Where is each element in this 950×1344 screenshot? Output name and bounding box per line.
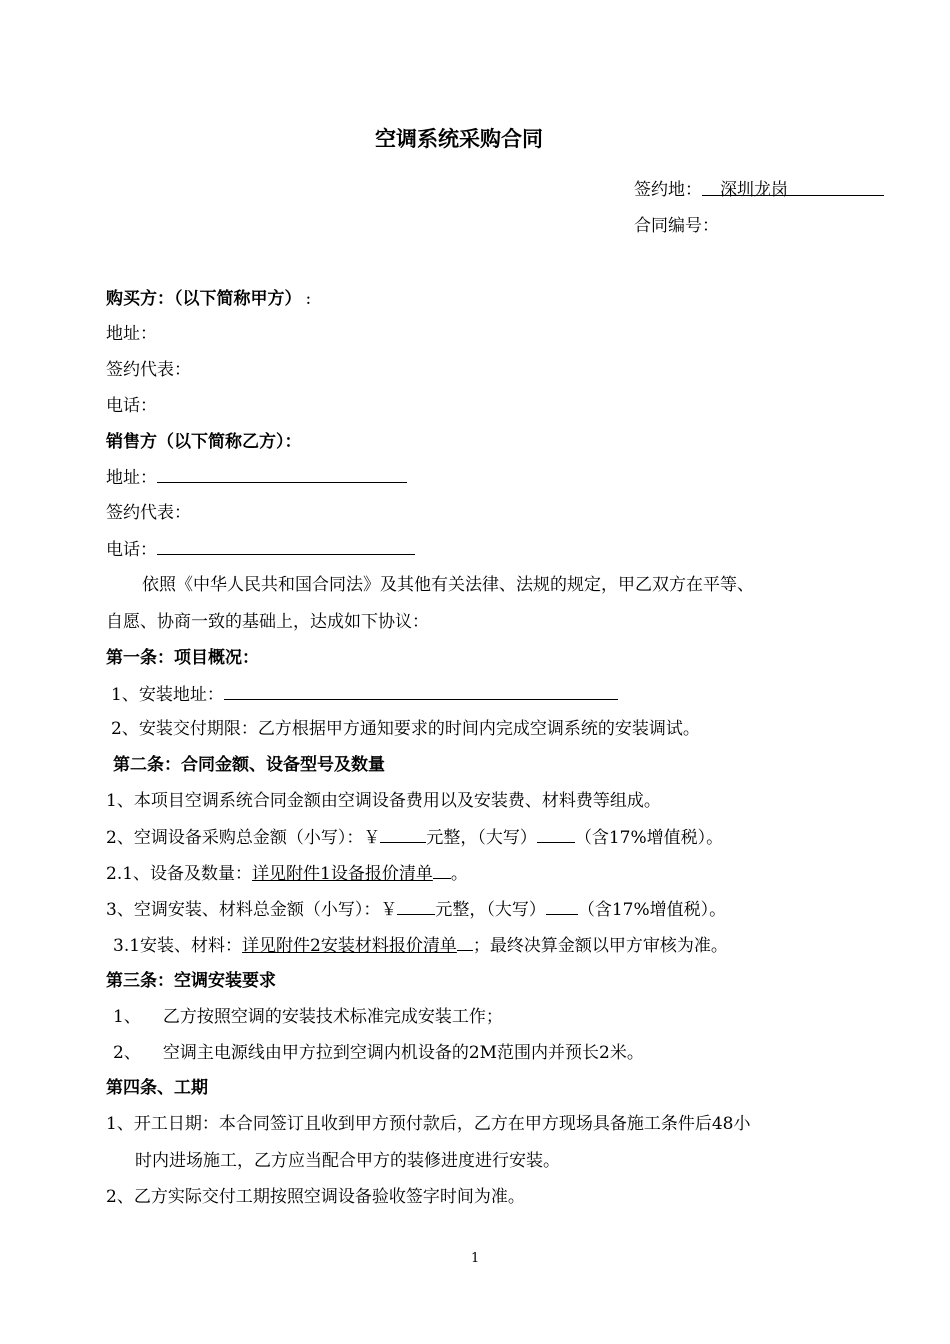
seller-phone-blank — [157, 539, 415, 555]
buyer-address-label: 地址： — [106, 324, 157, 344]
article-2-item-1: 1、本项目空调系统合同金额由空调设备费用以及安装费、材料费等组成。 — [106, 791, 661, 811]
article-2-heading: 第二条：合同金额、设备型号及数量 — [113, 755, 385, 775]
equipment-amount-tax-note: （含17%增值税）。 — [574, 828, 724, 848]
article-1-item-2: 2、安装交付期限：乙方根据甲方通知要求的时间内完成空调系统的安装调试。 — [111, 719, 700, 739]
equipment-amount-words-label: 元整，（大写） — [426, 828, 537, 848]
article-4-item-1-line-1: 1、开工日期：本合同签订且收到甲方预付款后，乙方在甲方现场具备施工条件后48小 — [106, 1114, 751, 1134]
equipment-amount-blank — [380, 827, 426, 843]
install-amount-words-label: 元整，（大写） — [435, 900, 546, 920]
buyer-heading-colon: : — [305, 289, 312, 309]
buyer-phone-label: 电话： — [106, 396, 157, 416]
intro-paragraph-line-1: 依照《中华人民共和国合同法》及其他有关法律、法规的规定，甲乙双方在平等、 — [142, 575, 754, 595]
attachment-1-period: 。 — [450, 864, 468, 884]
article-2-item-2-1 — [106, 863, 468, 884]
buyer-heading-row — [106, 289, 311, 309]
equipment-amount-label: 2、空调设备采购总金额（小写）：￥ — [106, 828, 381, 848]
attachment-2-blank — [457, 935, 473, 951]
article-4-item-2: 2、乙方实际交付工期按照空调设备验收签字时间为准。 — [106, 1187, 525, 1207]
seller-address-blank — [157, 467, 407, 483]
attachment-2-reference: 详见附件2安装材料报价清单 — [242, 936, 457, 956]
seller-address-label: 地址： — [106, 468, 157, 488]
install-amount-tax-note: （含17%增值税）。 — [577, 900, 727, 920]
seller-phone-label: 电话： — [106, 540, 157, 560]
intro-paragraph-line-2: 自愿、协商一致的基础上，达成如下协议： — [106, 612, 429, 632]
article-3-item-2 — [113, 1043, 644, 1063]
article-1-heading: 第一条：项目概况： — [106, 648, 259, 668]
install-address-label: 1、安装地址： — [111, 685, 224, 705]
buyer-representative-label: 签约代表： — [106, 360, 191, 380]
article-3-item-1 — [113, 1007, 503, 1027]
seller-phone-row — [106, 539, 415, 560]
seller-address-row — [106, 467, 407, 488]
install-amount-blank — [397, 899, 435, 915]
equipment-amount-words-blank — [537, 827, 575, 843]
article-3-item-2-number: 2、 — [113, 1043, 141, 1063]
buyer-heading: 购买方：（以下简称甲方） — [106, 289, 302, 309]
sign-place-label: 签约地： — [634, 180, 702, 200]
install-address-blank — [224, 684, 618, 700]
article-2-item-2 — [106, 827, 723, 848]
seller-heading: 销售方（以下简称乙方）： — [106, 432, 302, 452]
page-number: 1 — [471, 1251, 480, 1266]
article-3-item-1-number: 1、 — [113, 1007, 141, 1027]
install-amount-label: 3、空调安装、材料总金额（小写）：￥ — [106, 900, 398, 920]
sign-place-value: 深圳龙岗 — [720, 180, 788, 200]
article-1-item-1 — [111, 684, 618, 705]
sign-place-row — [634, 180, 884, 200]
install-amount-words-blank — [546, 899, 578, 915]
seller-representative-label: 签约代表： — [106, 503, 191, 523]
document-title: 空调系统采购合同 — [375, 127, 543, 151]
article-2-item-3-1 — [113, 935, 728, 956]
install-material-label: 3.1安装、材料： — [113, 936, 243, 956]
article-4-item-1-line-2: 时内进场施工，乙方应当配合甲方的装修进度进行安装。 — [135, 1151, 560, 1171]
final-settlement-note: ；最终决算金额以甲方审核为准。 — [472, 936, 728, 956]
article-3-heading: 第三条：空调安装要求 — [106, 971, 276, 991]
attachment-1-blank — [433, 863, 451, 879]
sign-place-field — [702, 180, 884, 200]
article-3-item-1-text: 乙方按照空调的安装技术标准完成安装工作； — [162, 1007, 503, 1027]
contract-number-label: 合同编号： — [634, 216, 719, 236]
article-2-item-3 — [106, 899, 726, 920]
attachment-1-reference: 详见附件1设备报价清单 — [252, 864, 433, 884]
equipment-quantity-label: 2.1、设备及数量： — [106, 864, 253, 884]
article-3-item-2-text: 空调主电源线由甲方拉到空调内机设备的2M范围内并预长2米。 — [162, 1043, 644, 1063]
article-4-heading: 第四条、工期 — [106, 1078, 208, 1098]
